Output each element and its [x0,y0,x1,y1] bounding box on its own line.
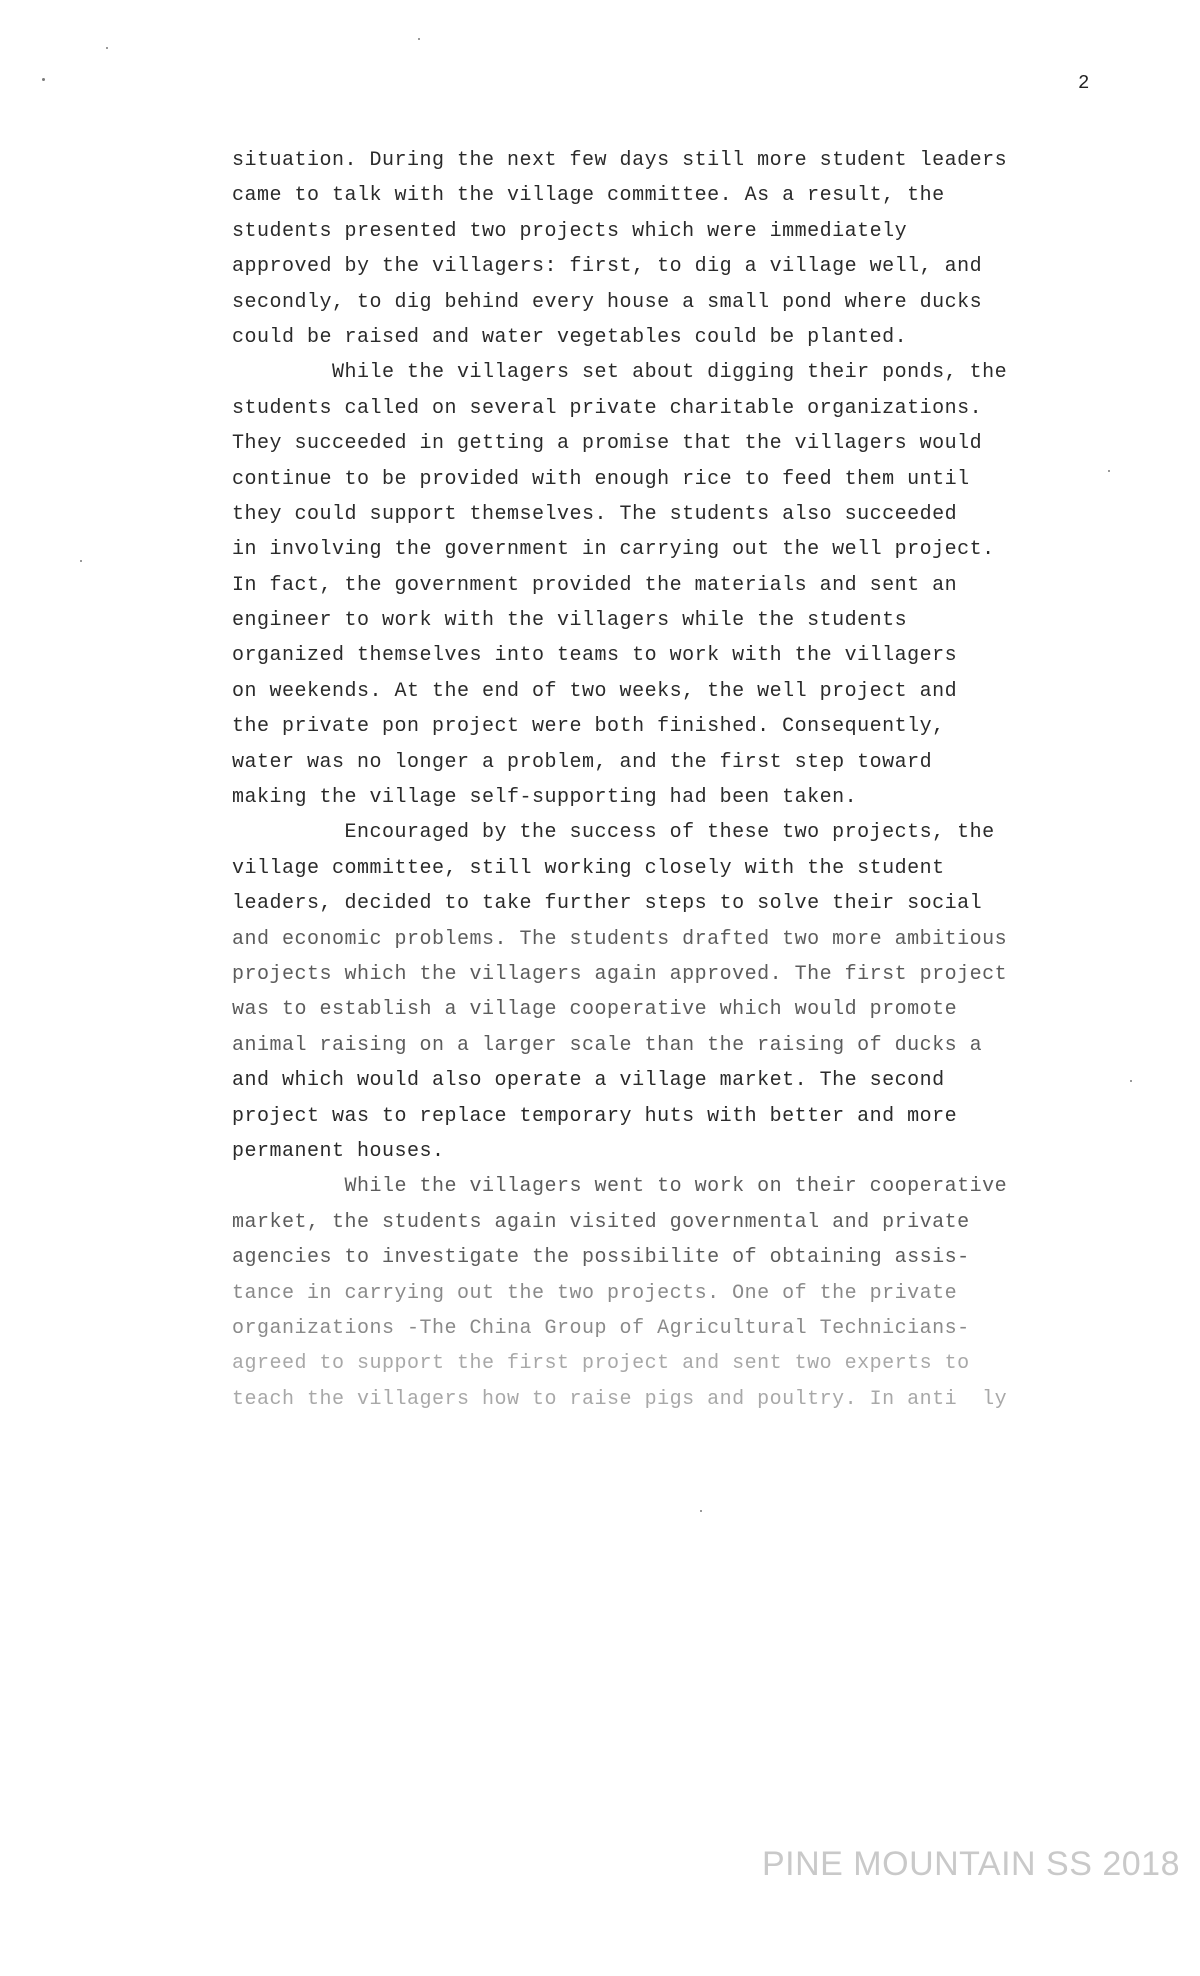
scan-speck [80,560,82,562]
text-line: continue to be provided with enough rice to feed them until [232,467,970,491]
text-line: projects which the villagers again approved. The first project [232,962,1008,986]
text-line: in involving the government in carrying out the well project. [232,538,995,562]
text-line: agreed to support the first project and sent two experts to [232,1352,970,1376]
scan-speck [42,78,45,81]
scan-speck [700,1510,702,1512]
text-line: the private pon project were both finished. Consequently, [232,715,945,739]
text-line: While the villagers set about digging their ponds, the [232,361,1008,385]
text-line: organizations -The China Group of Agricultural Technicians- [232,1316,970,1340]
text-line: making the village self-supporting had been taken. [232,786,858,810]
scan-speck [1130,1080,1132,1082]
scan-speck [1108,470,1110,472]
text-line: project was to replace temporary huts with better and more [232,1104,958,1128]
typewritten-body [232,143,1152,1417]
text-line: village committee, still working closely with the student [232,856,945,880]
text-line: leaders, decided to take further steps to solve their social [232,892,983,916]
scan-speck [418,38,420,40]
text-line: tance in carrying out the two projects. One of the private [232,1281,958,1305]
archive-watermark: PINE MOUNTAIN SS 2018 [762,1845,1180,1883]
text-line: and economic problems. The students drafted two more ambitious [232,927,1008,951]
text-line: water was no longer a problem, and the first step toward [232,750,933,774]
text-line: teach the villagers how to raise pigs and poultry. In anti ly [232,1387,1008,1411]
text-line: and which would also operate a village market. The second [232,1069,945,1093]
text-line: students called on several private charitable organizations. [232,396,983,420]
text-line: While the villagers went to work on their cooperative [232,1175,1008,1199]
text-line: came to talk with the village committee. As a result, the [232,184,945,208]
text-line: In fact, the government provided the materials and sent an [232,573,958,597]
text-line: approved by the villagers: first, to dig a village well, and [232,255,983,279]
text-line: students presented two projects which were immediately [232,219,908,243]
text-line: animal raising on a larger scale than the raising of ducks a [232,1033,983,1057]
text-line: on weekends. At the end of two weeks, the well project and [232,679,958,703]
scan-speck [106,47,108,49]
text-line: engineer to work with the villagers while the students [232,609,908,633]
text-line: secondly, to dig behind every house a small pond where ducks [232,290,983,314]
text-line: organized themselves into teams to work with the villagers [232,644,958,668]
page-number: 2 [1078,72,1090,94]
text-line: permanent houses. [232,1139,445,1163]
text-line: They succeeded in getting a promise that the villagers would [232,432,983,456]
text-line: market, the students again visited governmental and private [232,1210,970,1234]
text-line: they could support themselves. The students also succeeded [232,502,958,526]
text-line: agencies to investigate the possibilite of obtaining assis- [232,1246,970,1270]
text-line: situation. During the next few days still more student leaders [232,149,1008,172]
text-line: Encouraged by the success of these two projects, the [232,821,995,845]
text-line: was to establish a village cooperative which would promote [232,998,958,1022]
text-line: could be raised and water vegetables could be planted. [232,325,908,349]
